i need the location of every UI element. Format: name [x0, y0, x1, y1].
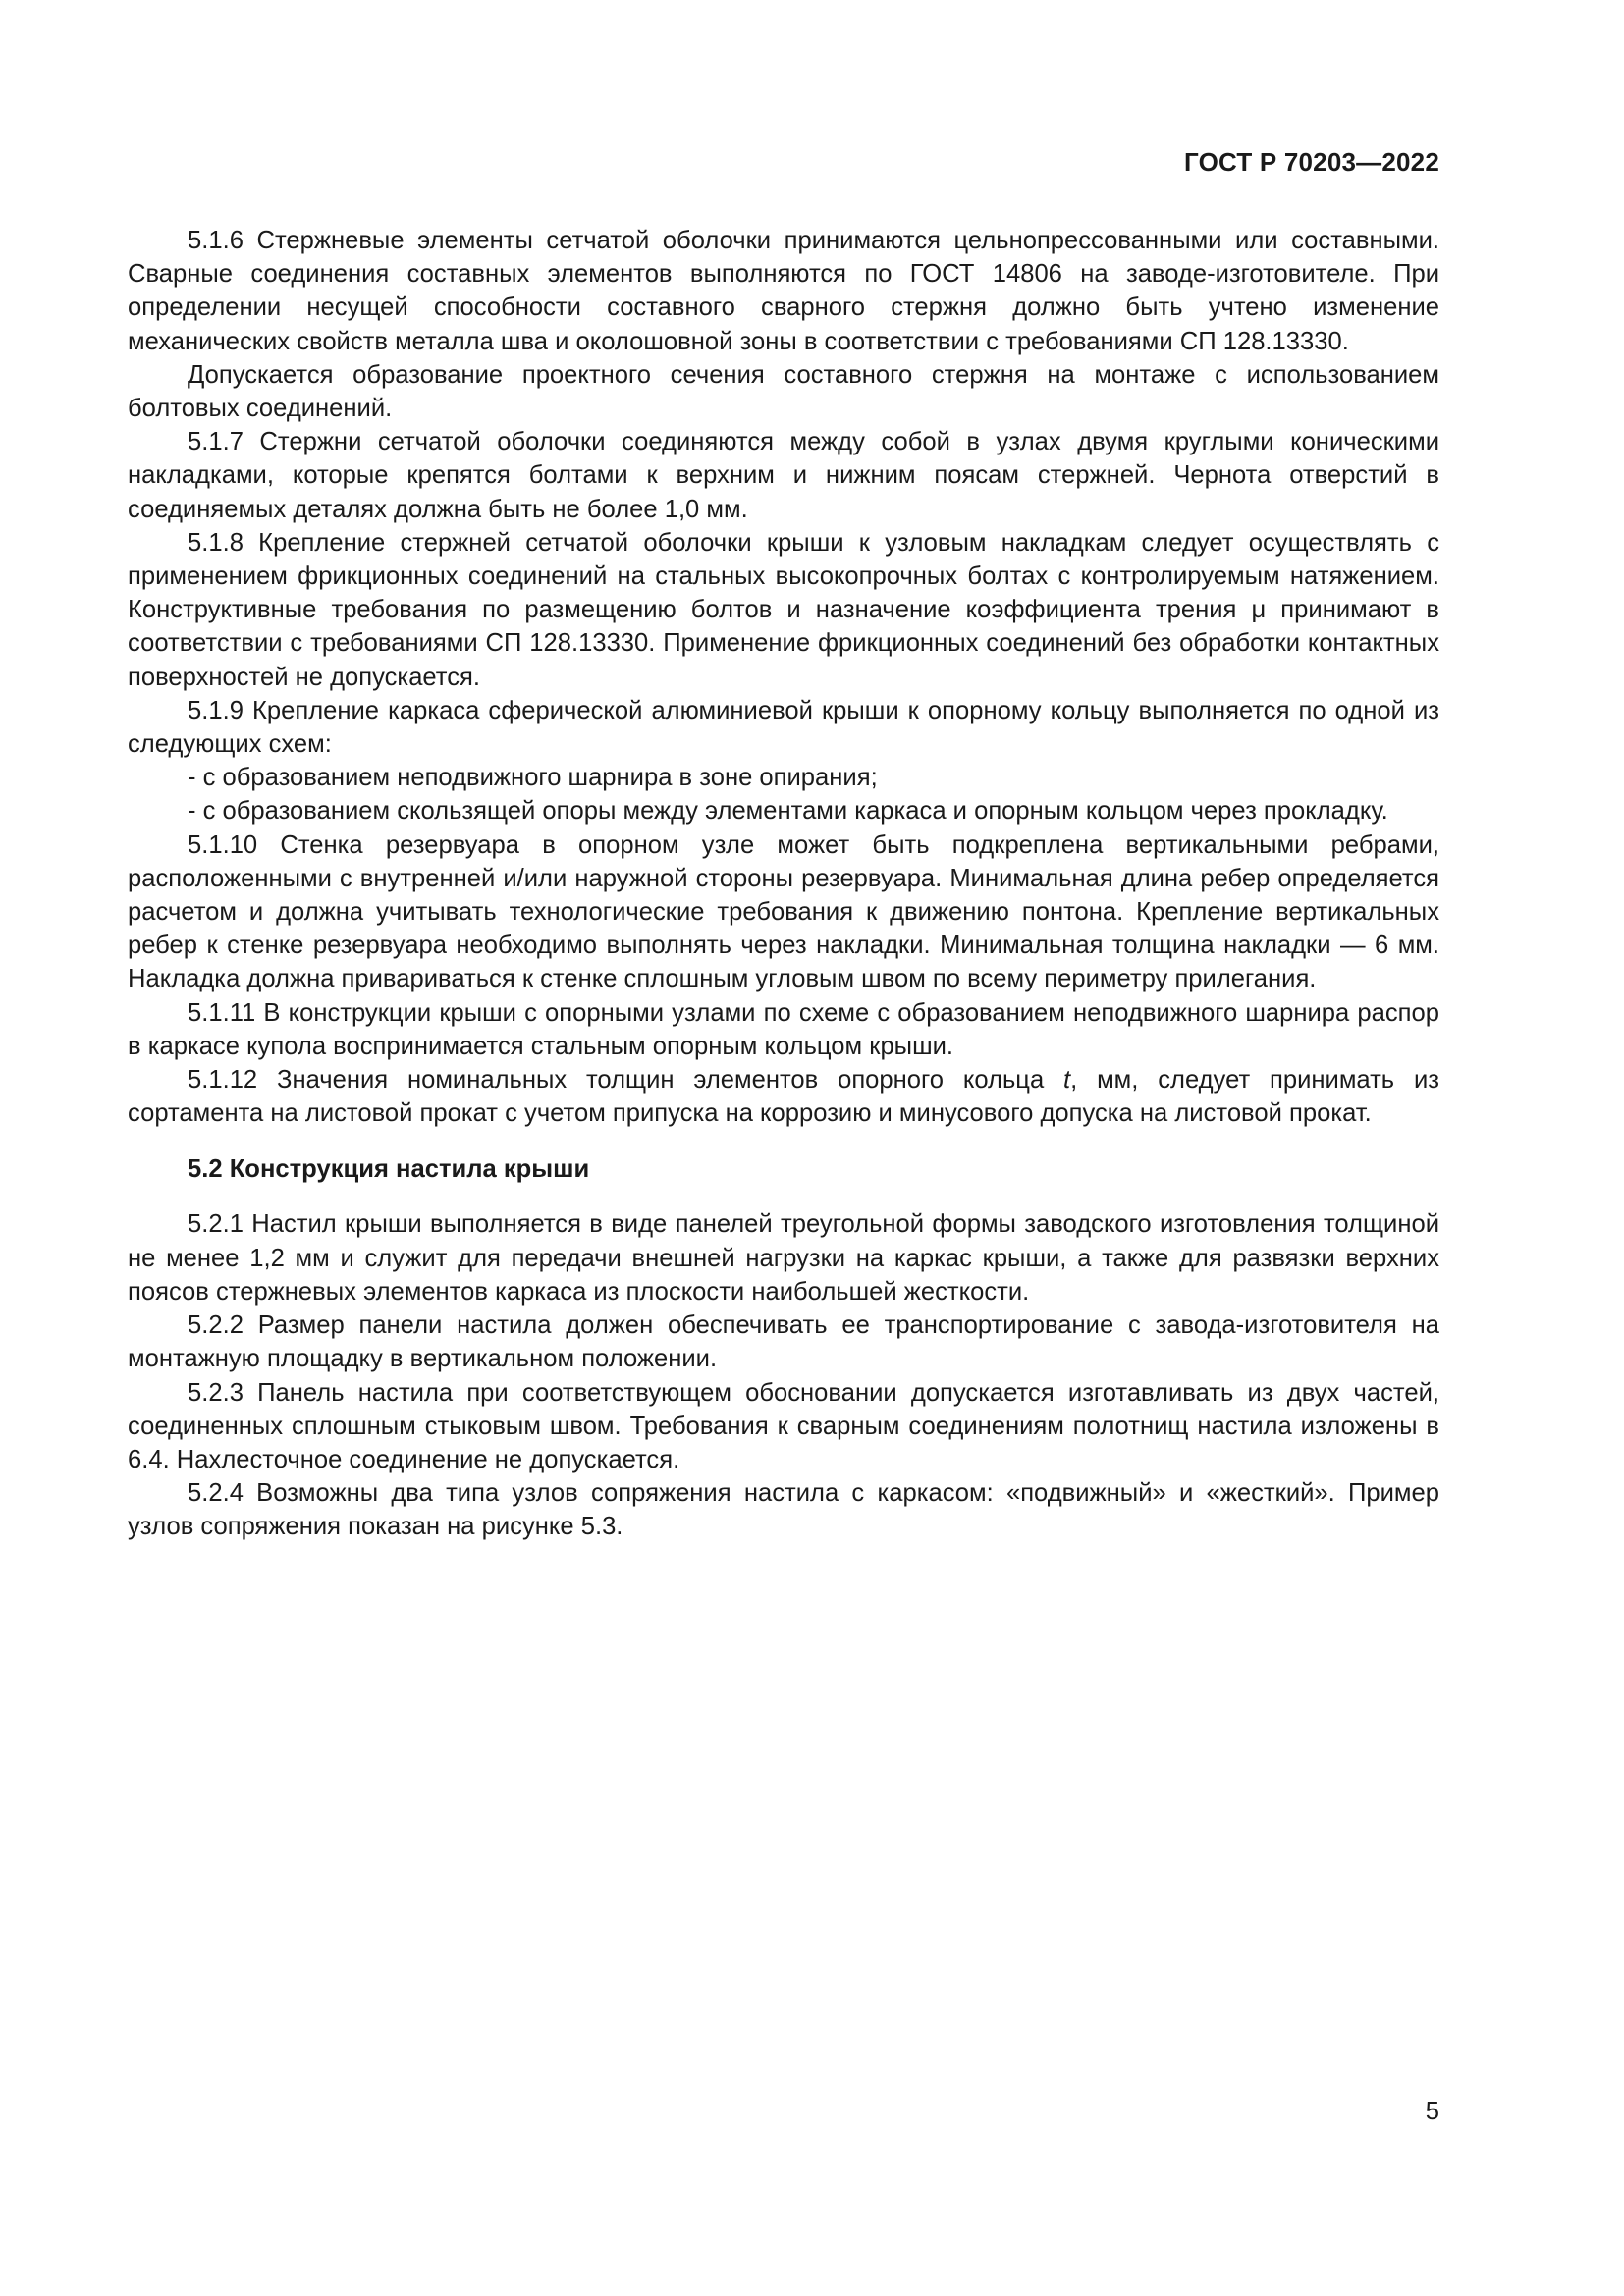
paragraph-5-1-8: 5.1.8 Крепление стержней сетчатой оболочки крыши к узловым накладкам следует осуществлять с применением фрикционных соединений на стальных высокопрочных болтах с контролируемым натяжением. Конструктивные требования по размещению болтов и назначение коэффициента трения μ принимают в соответствии с требованиями СП 128.13330. Применение фрикционных соединений без обработки контактных поверхностей не допускается.: [128, 528, 1439, 691]
paragraph-5-1-9: 5.1.9 Крепление каркаса сферической алюминиевой крыши к опорному кольцу выполняется по одной из следующих схем:: [128, 696, 1439, 759]
paragraph-5-2-1: 5.2.1 Настил крыши выполняется в виде панелей треугольной формы заводского изготовления толщиной не менее 1,2 мм и служит для передачи внешней нагрузки на каркас крыши, а также для развязки верхних поясов стержневых элементов каркаса из плоскости наибольшей жесткости.: [128, 1210, 1439, 1306]
paragraph-5-1-6: 5.1.6 Стержневые элементы сетчатой оболочки принимаются цельнопрессованными или составными. Сварные соединения составных элементов выполняются по ГОСТ 14806 на заводе-изготовителе. При определении несущей способности составного сварного стержня должно быть учтено изменение механических свойств металла шва и околошовной зоны в соответствии с требованиями СП 128.13330.: [128, 227, 1439, 355]
list-item-sliding-support: - с образованием скользящей опоры между элементами каркаса и опорным кольцом через прокладку.: [188, 797, 1388, 826]
document-body: [128, 224, 1439, 1544]
paragraph-5-1-6-continuation: Допускается образование проектного сечения составного стержня на монтаже с использованием болтовых соединений.: [128, 360, 1439, 423]
paragraph-5-1-12-start: 5.1.12 Значения номинальных толщин элементов опорного кольца: [188, 1066, 1064, 1095]
list-item-fixed-hinge: - с образованием неподвижного шарнира в зоне опирания;: [188, 764, 878, 792]
paragraph-5-2-2: 5.2.2 Размер панели настила должен обеспечивать ее транспортирование с завода-изготовителя на монтажную площадку в вертикальном положении.: [128, 1311, 1439, 1373]
thickness-variable: t: [1063, 1066, 1071, 1095]
paragraph-5-1-10: 5.1.10 Стенка резервуара в опорном узле может быть подкреплена вертикальными ребрами, расположенными с внутренней и/или наружной стороны резервуара. Минимальная длина ребер определяется расчетом и должна учитывать технологические требования к движению понтона. Крепление вертикальных ребер к стенке резервуара необходимо выполнять через накладки. Минимальная толщина накладки — 6 мм. Накладка должна привариваться к стенке сплошным угловым швом по всему периметру прилегания.: [128, 830, 1439, 993]
paragraph-5-1-7: 5.1.7 Стержни сетчатой оболочки соединяются между собой в узлах двумя круглыми коническими накладками, которые крепятся болтами к верхним и нижним поясам стержней. Чернота отверстий в соединяемых деталях должна быть не более 1,0 мм.: [128, 428, 1439, 523]
paragraph-5-1-11: 5.1.11 В конструкции крыши с опорными узлами по схеме с образованием неподвижного шарнира распор в каркасе купола воспринимается стальным опорным кольцом крыши.: [128, 998, 1439, 1060]
paragraph-5-2-4: 5.2.4 Возможны два типа узлов сопряжения настила с каркасом: «подвижный» и «жесткий». Пример узлов сопряжения показан на рисунке 5.3.: [128, 1479, 1439, 1541]
page-number: 5: [1425, 2098, 1439, 2125]
paragraph-5-1-12: [128, 1063, 1439, 1130]
document-code-header: ГОСТ Р 70203—2022: [1184, 147, 1439, 177]
section-heading-5-2: 5.2 Конструкция настила крыши: [188, 1155, 590, 1184]
paragraph-5-2-3: 5.2.3 Панель настила при соответствующем обосновании допускается изготавливать из двух частей, соединенных сплошным стыковым швом. Требования к сварным соединениям полотнищ настила изложены в 6.4. Нахлесточное соединение не допускается.: [128, 1378, 1439, 1473]
paragraph-5-1-12-end: , мм, следует принимать из сортамента на листовой прокат с учетом припуска на коррозию и минусового допуска на листовой прокат.: [128, 1066, 1440, 1128]
